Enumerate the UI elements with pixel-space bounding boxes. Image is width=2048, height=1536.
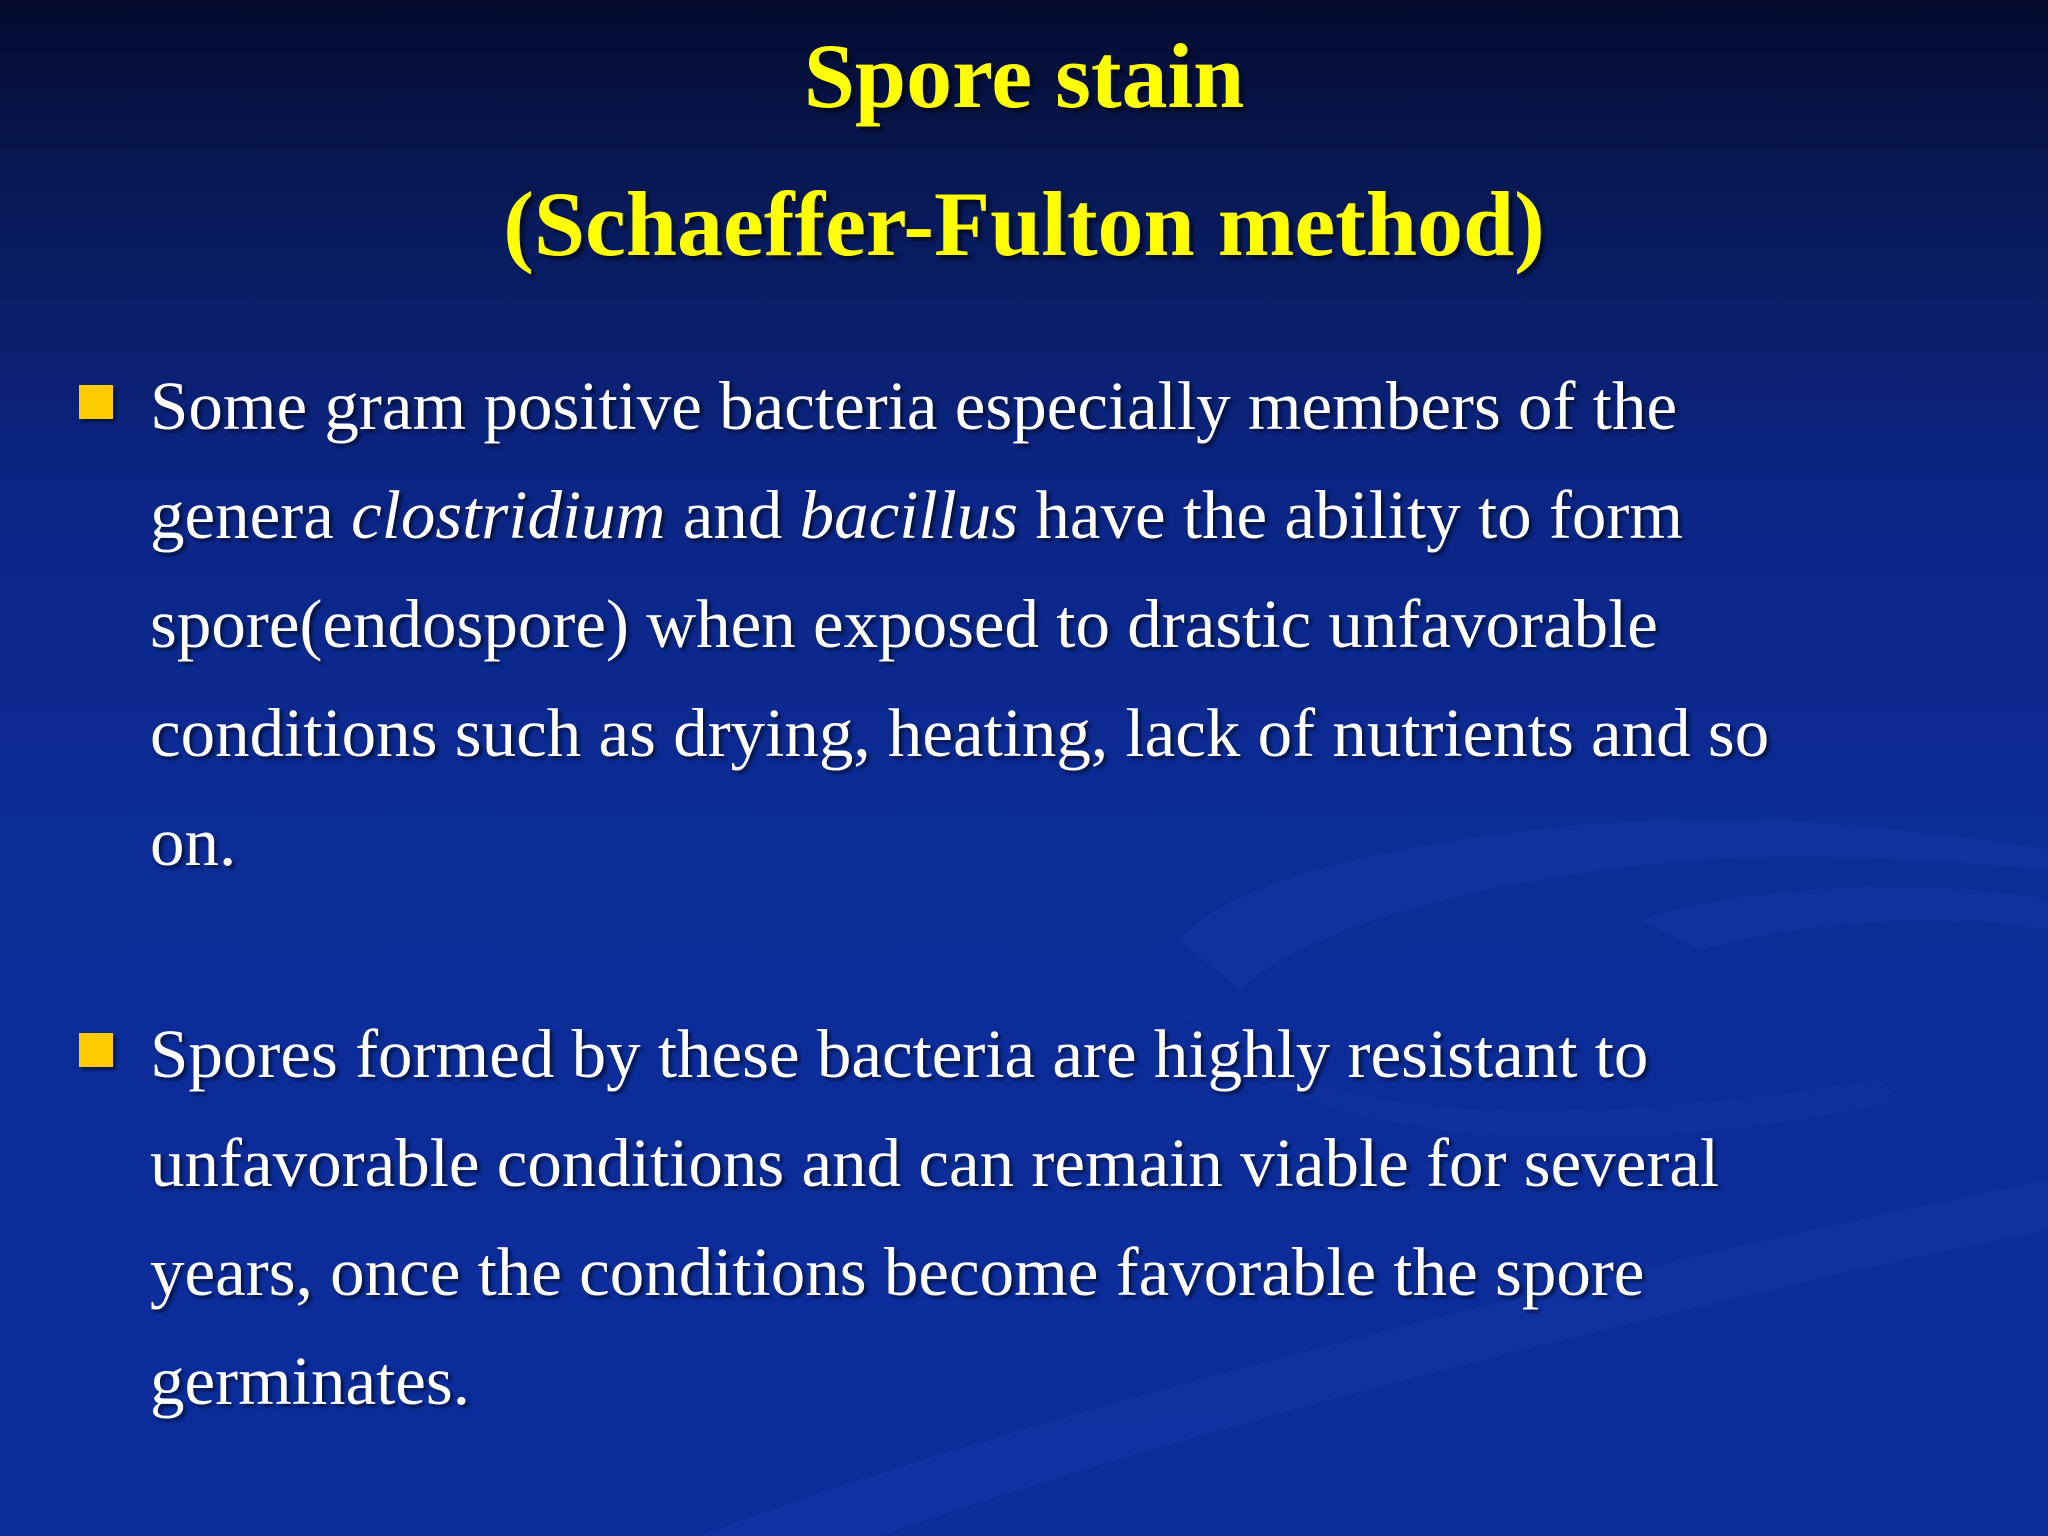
bullet-line <box>150 679 1950 788</box>
text-run: have the ability to form <box>1018 477 1683 553</box>
square-bullet-icon <box>79 1033 113 1067</box>
bullet-line <box>150 461 1950 570</box>
bullet-line <box>150 788 1950 897</box>
bullet-line <box>150 570 1950 679</box>
bullet-line <box>150 1218 1950 1327</box>
text-run: years, once the conditions become favorable the spore <box>150 1234 1645 1310</box>
text-run: spore(endospore) when exposed to drastic unfavorable <box>150 586 1658 662</box>
text-run: germinates. <box>150 1343 470 1419</box>
square-bullet-icon <box>79 385 113 419</box>
bullet-line <box>150 352 1950 461</box>
bullet-line <box>150 1109 1950 1218</box>
text-run: genera <box>150 477 352 553</box>
bullet-line <box>150 1327 1950 1436</box>
slide-subtitle: (Schaeffer-Fulton method) <box>503 173 1545 275</box>
text-run: Some gram positive bacteria especially members of the <box>150 368 1678 444</box>
text-run: Spores formed by these bacteria are highly resistant to <box>150 1016 1649 1092</box>
text-run: unfavorable conditions and can remain viable for several <box>150 1125 1720 1201</box>
text-run: on. <box>150 804 237 880</box>
italic-term: bacillus <box>799 477 1019 553</box>
bullet-text-1 <box>150 352 1950 897</box>
slide-title: Spore stain <box>803 25 1245 127</box>
bullet-line <box>150 1000 1950 1109</box>
bullet-text-2 <box>150 1000 1950 1436</box>
italic-term: clostridium <box>351 477 666 553</box>
text-run: and <box>665 477 800 553</box>
text-run: conditions such as drying, heating, lack of nutrients and so <box>150 695 1770 771</box>
